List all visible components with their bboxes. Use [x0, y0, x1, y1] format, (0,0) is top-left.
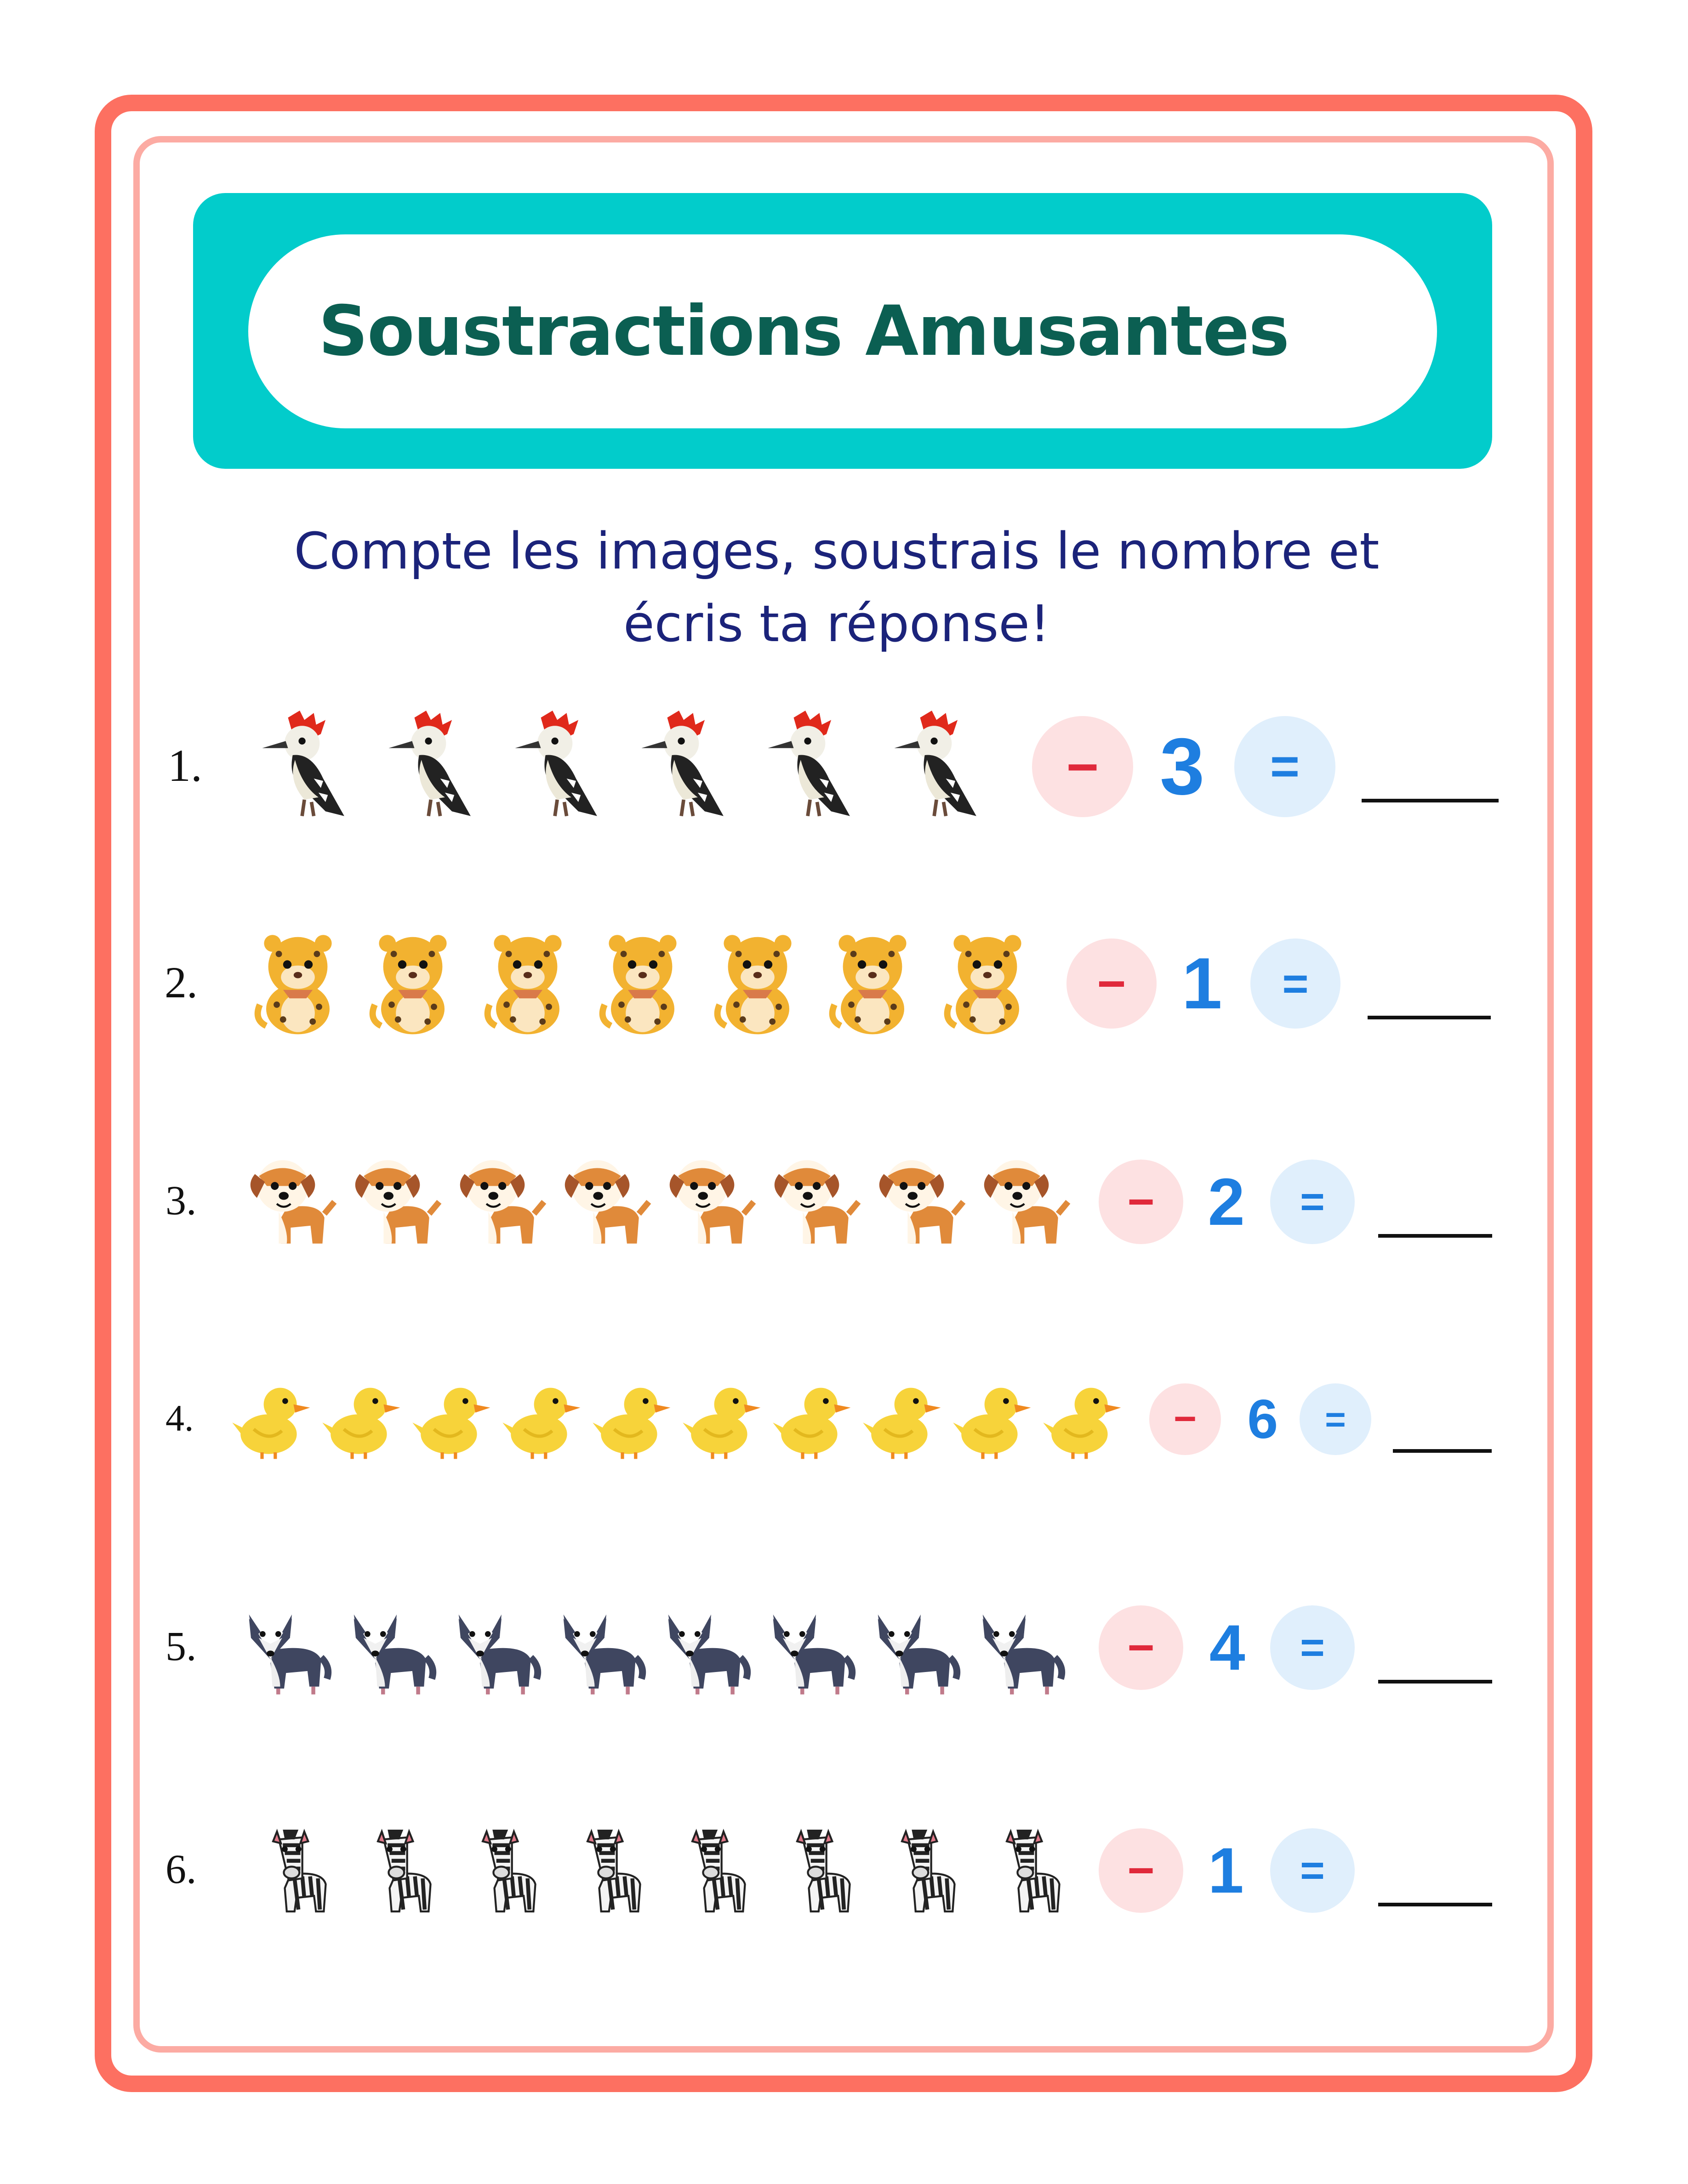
minus-sign: [1149, 1383, 1221, 1455]
zebra-icon: [450, 1822, 547, 1919]
wolf-icon: [655, 1599, 752, 1696]
wolf-icon: [340, 1599, 438, 1696]
woodpecker-icon: [885, 708, 1002, 825]
subtrahend: 6: [1247, 1388, 1278, 1450]
woodpecker-icon: [758, 708, 876, 825]
duckling-icon: [860, 1378, 942, 1461]
subtrahend: 4: [1209, 1611, 1245, 1684]
zebra-icon: [869, 1822, 966, 1919]
equals-sign: [1270, 1160, 1355, 1244]
puppy-icon: [239, 1152, 338, 1251]
minus-symbol: −: [1097, 956, 1126, 1012]
equals-sign: [1270, 1605, 1355, 1690]
wolf-icon: [550, 1599, 647, 1696]
minus-symbol: −: [1127, 1621, 1155, 1674]
problem-number: 6.: [165, 1847, 197, 1892]
minus-symbol: −: [1127, 1176, 1155, 1228]
minus-sign: [1099, 1828, 1183, 1913]
leopard-icon: [935, 931, 1040, 1036]
zebra-icon: [659, 1822, 757, 1919]
instructions-line-1: Compte les images, soustrais le nombre et: [294, 522, 1380, 580]
equals-sign: [1250, 938, 1340, 1029]
leopard-icon: [475, 931, 581, 1036]
wolf-icon: [864, 1599, 962, 1696]
equals-sign: [1300, 1383, 1371, 1455]
zebra-icon: [974, 1822, 1071, 1919]
page-title: Soustractions Amusantes: [318, 291, 1289, 371]
problem-number: 3.: [165, 1178, 197, 1223]
problem-number: 1.: [168, 740, 202, 791]
answer-blank[interactable]: [1378, 1903, 1492, 1906]
puppy-icon: [553, 1152, 653, 1251]
minus-sign: [1099, 1160, 1183, 1244]
answer-blank[interactable]: [1393, 1449, 1492, 1453]
subtrahend: 2: [1208, 1164, 1245, 1239]
woodpecker-icon: [632, 708, 749, 825]
equals-symbol: =: [1300, 1178, 1325, 1225]
duckling-icon: [1040, 1378, 1123, 1461]
equals-symbol: =: [1325, 1399, 1346, 1439]
duckling-icon: [229, 1378, 312, 1461]
equals-sign: [1270, 1828, 1355, 1913]
duckling-icon: [950, 1378, 1032, 1461]
puppy-icon: [449, 1152, 548, 1251]
equals-symbol: =: [1300, 1624, 1325, 1671]
minus-sign: [1099, 1605, 1183, 1690]
minus-sign: [1032, 716, 1133, 817]
minus-sign: [1066, 938, 1157, 1029]
leopard-icon: [360, 931, 466, 1036]
leopard-icon: [820, 931, 925, 1036]
duckling-icon: [589, 1378, 672, 1461]
woodpecker-icon: [379, 708, 496, 825]
puppy-icon: [344, 1152, 443, 1251]
zebra-icon: [345, 1822, 442, 1919]
duckling-icon: [319, 1378, 402, 1461]
zebra-icon: [764, 1822, 861, 1919]
leopard-icon: [245, 931, 351, 1036]
woodpecker-icon: [253, 708, 370, 825]
instructions: [230, 515, 1443, 660]
subtrahend: 1: [1181, 943, 1222, 1024]
minus-symbol: −: [1066, 735, 1099, 798]
minus-symbol: −: [1173, 1397, 1197, 1441]
equals-symbol: =: [1300, 1847, 1325, 1894]
answer-blank[interactable]: [1362, 799, 1499, 802]
equals-symbol: =: [1270, 738, 1300, 795]
woodpecker-icon: [506, 708, 623, 825]
instructions-line-2: écris ta réponse!: [623, 594, 1050, 653]
subtrahend: 3: [1160, 722, 1205, 812]
equals-symbol: =: [1282, 958, 1309, 1009]
puppy-icon: [973, 1152, 1072, 1251]
problem-number: 4.: [165, 1397, 194, 1439]
problem-number: 5.: [165, 1624, 197, 1669]
wolf-icon: [445, 1599, 542, 1696]
zebra-icon: [554, 1822, 652, 1919]
answer-blank[interactable]: [1378, 1234, 1492, 1238]
duckling-icon: [409, 1378, 492, 1461]
puppy-icon: [868, 1152, 967, 1251]
leopard-icon: [705, 931, 810, 1036]
wolf-icon: [235, 1599, 333, 1696]
zebra-icon: [240, 1822, 337, 1919]
answer-blank[interactable]: [1368, 1016, 1491, 1019]
duckling-icon: [499, 1378, 582, 1461]
wolf-icon: [759, 1599, 857, 1696]
duckling-icon: [679, 1378, 762, 1461]
subtrahend: 1: [1208, 1834, 1244, 1906]
duckling-icon: [770, 1378, 852, 1461]
puppy-icon: [763, 1152, 862, 1251]
minus-symbol: −: [1127, 1844, 1155, 1897]
puppy-icon: [658, 1152, 758, 1251]
title-pill: [248, 234, 1437, 428]
leopard-icon: [590, 931, 696, 1036]
equals-sign: [1234, 716, 1335, 817]
answer-blank[interactable]: [1378, 1680, 1492, 1684]
problem-number: 2.: [165, 958, 198, 1007]
wolf-icon: [969, 1599, 1066, 1696]
